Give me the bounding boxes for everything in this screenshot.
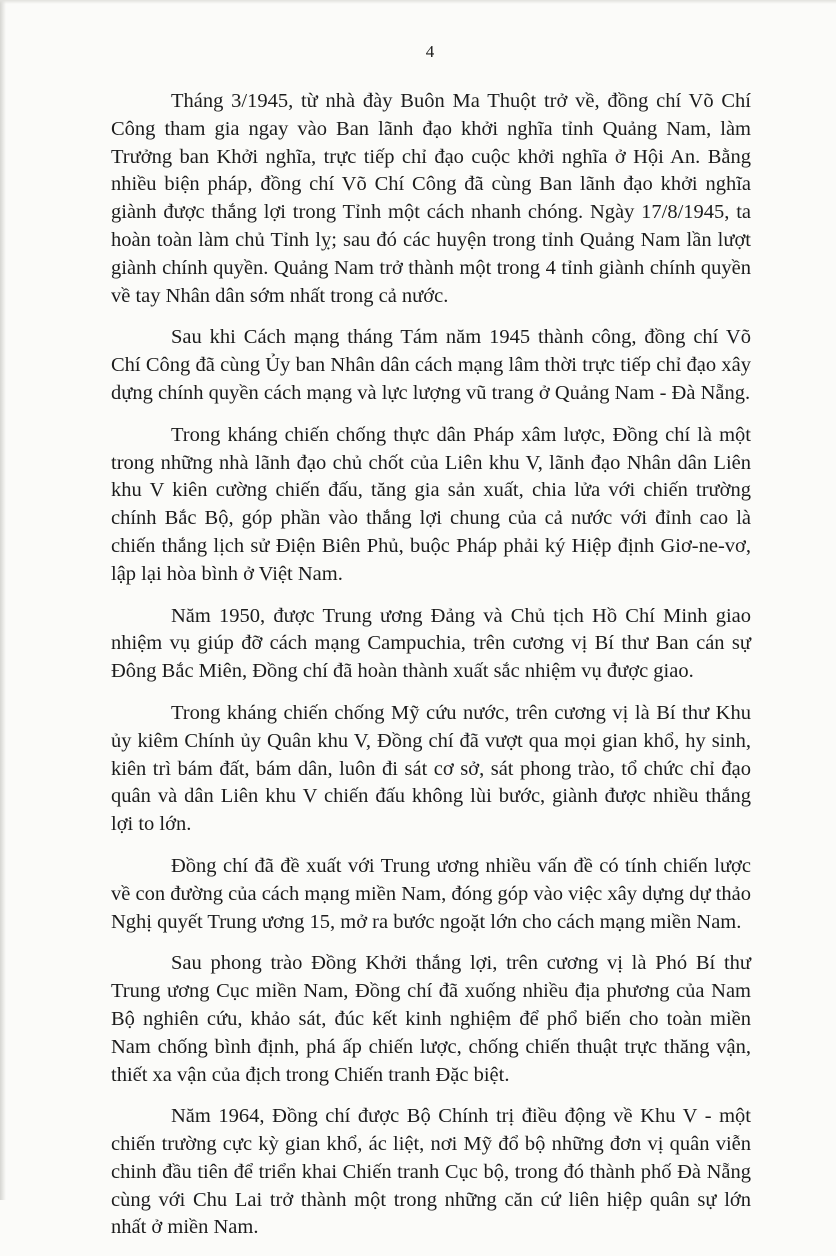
paragraph: Tháng 3/1945, từ nhà đày Buôn Ma Thuột trở về, đồng chí Võ Chí Công tham gia ngay vào Ban lãnh đạo khởi nghĩa tỉnh Quảng Nam, làm Trưởng ban Khởi nghĩa, trực tiếp chỉ đạo cuộc khởi nghĩa ở Hội An. Bằng nhiều biện pháp, đồng chí Võ Chí Công đã cùng Ban lãnh đạo khởi nghĩa giành được thắng lợi trong Tỉnh một cách nhanh chóng. Ngày 17/8/1945, ta hoàn toàn làm chủ Tỉnh lỵ; sau đó các huyện trong tỉnh Quảng Nam lần lượt giành chính quyền. Quảng Nam trở thành một trong 4 tỉnh giành chính quyền về tay Nhân dân sớm nhất trong cả nước.	[111, 90, 751, 307]
paragraph: Sau khi Cách mạng tháng Tám năm 1945 thành công, đồng chí Võ Chí Công đã cùng Ủy ban Nhân dân cách mạng lâm thời trực tiếp chỉ đạo xây dựng chính quyền cách mạng và lực lượng vũ trang ở Quảng Nam - Đà Nẵng.	[111, 326, 751, 404]
paragraph: Trong kháng chiến chống Mỹ cứu nước, trên cương vị là Bí thư Khu ủy kiêm Chính ủy Quân khu V, Đồng chí đã vượt qua mọi gian khổ, hy sinh, kiên trì bám đất, bám dân, luôn đi sát cơ sở, sát phong trào, tổ chức chỉ đạo quân và dân Liên khu V chiến đấu không lùi bước, giành được nhiều thắng lợi to lớn.	[111, 701, 751, 836]
paragraph: Năm 1964, Đồng chí được Bộ Chính trị điều động về Khu V - một chiến trường cực kỳ gian khổ, ác liệt, nơi Mỹ đổ bộ những đơn vị quân viễn chinh đầu tiên để triển khai Chiến tranh Cục bộ, trong đó thành phố Đà Nẵng cùng với Chu Lai trở thành một trong những căn cứ liên hiệp quân sự lớn nhất ở miền Nam.	[111, 1105, 751, 1239]
page-number: 4	[425, 42, 435, 61]
paragraph: Đồng chí đã đề xuất với Trung ương nhiều vấn đề có tính chiến lược về con đường của cách mạng miền Nam, đóng góp vào việc xây dựng dự thảo Nghị quyết Trung ương 15, mở ra bước ngoặt lớn cho cách mạng miền Nam.	[111, 854, 751, 933]
paragraph: Sau phong trào Đồng Khởi thắng lợi, trên cương vị là Phó Bí thư Trung ương Cục miền Nam, Đồng chí đã xuống nhiều địa phương của Nam Bộ nghiên cứu, khảo sát, đúc kết kinh nghiệm để phổ biến cho toàn miền Nam chống bình định, phá ấp chiến lược, chống chiến thuật trực thăng vận, thiết xa vận của địch trong Chiến tranh Đặc biệt.	[111, 952, 751, 1086]
document-body	[111, 88, 751, 1256]
scan-shadow-top	[0, 0, 836, 4]
scan-shadow-left	[0, 0, 6, 1200]
paragraph: Trong kháng chiến chống thực dân Pháp xâm lược, Đồng chí là một trong những nhà lãnh đạo chủ chốt của Liên khu V, lãnh đạo Nhân dân Liên khu V kiên cường chiến đấu, tăng gia sản xuất, chia lửa với chiến trường chính Bắc Bộ, góp phần vào thắng lợi chung của cả nước với đỉnh cao là chiến thắng lịch sử Điện Biên Phủ, buộc Pháp phải ký Hiệp định Giơ-ne-vơ, lập lại hòa bình ở Việt Nam.	[111, 423, 751, 585]
paragraph: Năm 1950, được Trung ương Đảng và Chủ tịch Hồ Chí Minh giao nhiệm vụ giúp đỡ cách mạng Campuchia, trên cương vị Bí thư Ban cán sự Đông Bắc Miên, Đồng chí đã hoàn thành xuất sắc nhiệm vụ được giao.	[111, 604, 751, 683]
